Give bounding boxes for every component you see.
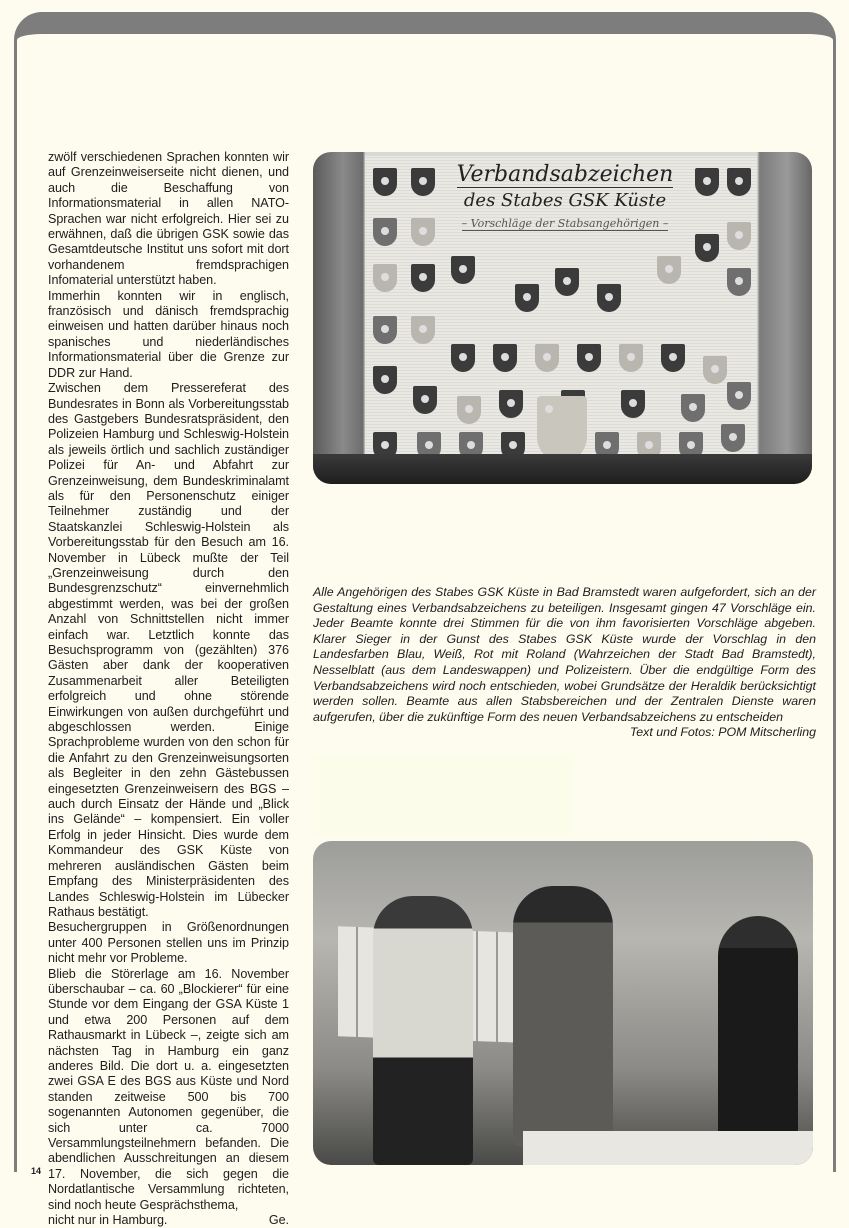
photo-floor bbox=[313, 454, 812, 484]
article-paragraph: Besuchergruppen in Größenordnungen unter 400 Personen stellen uns im Prinzip nicht mehr vor Probleme. bbox=[48, 920, 289, 966]
badge-shield bbox=[411, 168, 435, 196]
badge-poster bbox=[365, 156, 757, 466]
photo-caption bbox=[313, 585, 816, 741]
photo-badge-poster bbox=[313, 152, 812, 484]
badge-shield bbox=[727, 168, 751, 196]
poster-subtitle: – Vorschläge der Stabsangehörigen – bbox=[461, 217, 669, 230]
winning-badge-shield bbox=[537, 396, 587, 462]
person-right bbox=[718, 916, 798, 1146]
person-center bbox=[513, 886, 613, 1146]
badge-shield bbox=[457, 396, 481, 424]
badge-shield bbox=[373, 316, 397, 344]
page-number: 14 bbox=[31, 1166, 42, 1176]
badge-shield bbox=[493, 344, 517, 372]
badge-shield bbox=[373, 264, 397, 292]
poster-title-line2: des Stabes GSK Küste bbox=[463, 190, 667, 211]
article-paragraph: zwölf verschiedenen Sprachen konnten wir auf Grenzeinweiserseite nicht dienen, und auch die Beschaffung von Informationsmaterial in allen NATO-Sprachen war nicht erfolgreich. Hier sei zu erwähnen, daß die übrigen GSK sowie das Gesamtdeutsche Institut uns sofort mit dort vorhandenem fremdsprachigen Infomaterial unterstützt haben. bbox=[48, 150, 289, 288]
badge-shield bbox=[411, 316, 435, 344]
badge-shield bbox=[555, 268, 579, 296]
badge-shield bbox=[535, 344, 559, 372]
badge-shield bbox=[695, 234, 719, 262]
badge-shield bbox=[727, 382, 751, 410]
badge-shield bbox=[661, 344, 685, 372]
article-paragraph: Blieb die Störerlage am 16. November überschaubar – ca. 60 „Blockierer“ für eine Stunde vor dem Eingang der GSA Küste 1 und etwa 200 Personen auf dem Rathausmarkt in Lübeck –, zeigte sich am nächsten Tag in Hamburg ein ganz anderes Bild. Die dort u. a. eingesetzten zwei GSA E des BGS aus Küste und Nord standen zeitweise 500 bis 700 sogenannten Autonomen gegenüber, die sich unter ca. 7000 Versammlungsteilnehmern befanden. Die abendlichen Ausschreitungen an diesem 17. November, die sich gegen die Nordatlantische Versammlung richteten, sind noch heute Gesprächsthema, bbox=[48, 966, 289, 1212]
badge-shield bbox=[373, 168, 397, 196]
badge-shield bbox=[721, 424, 745, 452]
badge-shield bbox=[597, 284, 621, 312]
poster-title bbox=[445, 162, 685, 231]
badge-shield bbox=[621, 390, 645, 418]
badge-shield bbox=[657, 256, 681, 284]
badge-shield bbox=[373, 218, 397, 246]
desk bbox=[523, 1131, 813, 1165]
badge-shield bbox=[727, 268, 751, 296]
badge-shield bbox=[411, 264, 435, 292]
badge-shield bbox=[413, 386, 437, 414]
badge-shield bbox=[451, 344, 475, 372]
poster-title-line1: Verbandsabzeichen bbox=[456, 162, 674, 187]
badge-shield bbox=[515, 284, 539, 312]
person-left bbox=[373, 896, 473, 1165]
article-paragraph: Zwischen dem Pressereferat des Bundesrates in Bonn als Vorbereitungsstab des Gastgebers Bundesratspräsident, den Polizeien Hamburg und Schleswig-Holstein als jeweils örtlich und sachlich zuständiger Polizei für An- und Abfahrt zur Grenzeinweisung, dem Bundeskriminalamt als für den Personenschutz einiger Teilnehmer zuständig und der Staatskanzlei Schleswig-Holstein als Vorbereitungsstab für den Besuch am 16. November in Lübeck mußte der Teil „Grenzeinweisung durch den Bundesgrenzschutz“ einvernehmlich abgestimmt werden, was bei der großen Anzahl von Schnittstellen nicht immer einfach war. Letztlich konnte das Besuchsprogramm von (gezählten) 376 Gästen aber dank der kooperativen Zusammenarbeit aller Beteiligten erfolgreich und ohne störende Einwirkungen von außen durchgeführt und abgeschlossen werden. Einige Sprachprobleme wurden von den schon für die Anfahrt zu den Grenzeinweisungsorten als Begleiter in den zehn Gästebussen eingesetzten Grenzeinweisern des BGS – auch durch Einsatz der Hände und „Blick ins Gelände“ – kompensiert. Ein voller Erfolg in jeder Hinsicht. Dies wurde dem Kommandeur des GSK Küste von mehreren ausländischen Gästen beim Empfang des Ministerpräsidenten des Landes Schleswig-Holstein im Lübecker Rathaus bestätigt. bbox=[48, 381, 289, 919]
article-closing bbox=[48, 1213, 289, 1228]
badge-shield bbox=[411, 218, 435, 246]
article-paragraph: Immerhin konnten wir in englisch, französisch und dänisch fremdsprachig einweisen und hatten darüber hinaus noch spanisches und niederländisches Informationsmaterial über die Grenze zur DDR zur Hand. bbox=[48, 288, 289, 380]
badge-shield bbox=[703, 356, 727, 384]
photo-credit: Text und Fotos: POM Mitscherling bbox=[629, 725, 816, 740]
photo-officers-viewing-board bbox=[313, 841, 813, 1165]
print-ghost-area bbox=[313, 755, 573, 835]
badge-shield bbox=[619, 344, 643, 372]
badge-shield bbox=[451, 256, 475, 284]
badge-shield bbox=[373, 366, 397, 394]
caption-text: Alle Angehörigen des Stabes GSK Küste in Bad Bramstedt waren aufgefordert, sich an der Gestaltung eines Verbandsabzeichens zu beteiligen. Insgesamt gingen 47 Vorschläge ein. Jeder Beamte konnte drei Stimmen für die von ihm favorisierten Vorschläge abgeben. Klarer Sieger in der Gunst des Stabes GSK Küste wurde der Vorschlag in den Landesfarben Blau, Weiß, Rot mit Roland (Wahrzeichen der Stadt Bad Bramstedt), Nesselblatt (aus dem Landeswappen) und Polizeistern. Über die endgültige Form des Verbandsabzeichens wird noch entschieden, wobei Grundsätze der Heraldik berücksichtigt werden sollen. Beamte aus allen Stabsbereichen und der Zentralen Dienste waren aufgerufen, über die zukünftige Form des neuen Verbandsabzeichens zu entscheiden bbox=[313, 585, 816, 724]
badge-shield bbox=[499, 390, 523, 418]
badge-shield bbox=[695, 168, 719, 196]
badge-shield bbox=[577, 344, 601, 372]
badge-shield bbox=[681, 394, 705, 422]
article-last-line: nicht nur in Hamburg. bbox=[48, 1213, 168, 1228]
author-signature: Ge. bbox=[268, 1213, 289, 1228]
article-column bbox=[48, 150, 289, 1228]
badge-shield bbox=[727, 222, 751, 250]
